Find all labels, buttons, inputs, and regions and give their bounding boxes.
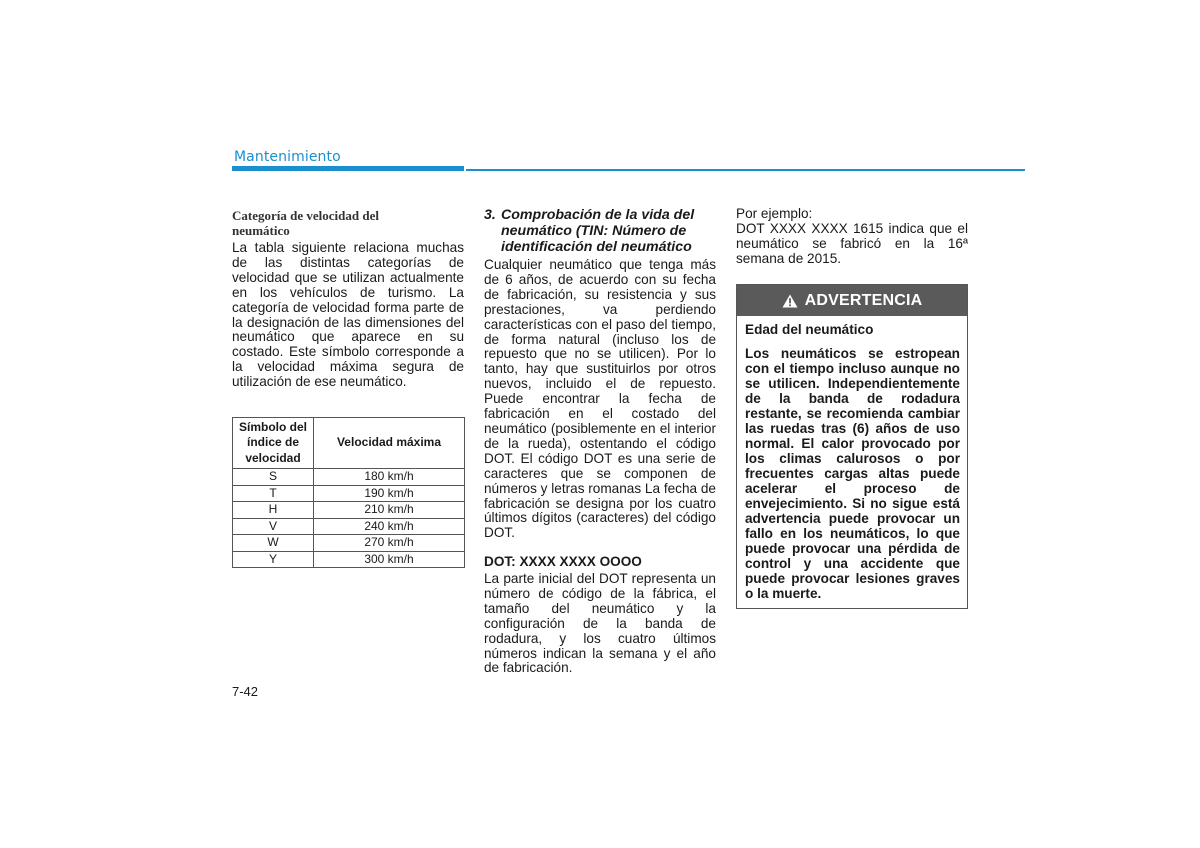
heading-number: 3. <box>484 207 496 223</box>
speed-symbol-cell: T <box>233 485 314 502</box>
speed-symbol-cell: S <box>233 469 314 486</box>
warning-subtitle: Edad del neumático <box>745 322 874 337</box>
table-row <box>233 502 465 519</box>
max-speed-cell: 190 km/h <box>314 485 465 502</box>
warning-box <box>736 284 968 609</box>
max-speed-cell: 300 km/h <box>314 551 465 568</box>
header-rule <box>466 169 1025 171</box>
max-speed-cell: 270 km/h <box>314 535 465 552</box>
dot-code-heading: DOT: XXXX XXXX OOOO <box>484 554 642 569</box>
example-label: Por ejemplo: <box>736 206 813 221</box>
warning-title: ADVERTENCIA <box>804 291 923 309</box>
max-speed-cell: 240 km/h <box>314 518 465 535</box>
table-header-row <box>233 418 465 469</box>
warning-header <box>737 285 967 316</box>
max-speed-cell: 180 km/h <box>314 469 465 486</box>
example-text: DOT XXXX XXXX 1615 indica que el neumático se fabricó en la 16ª semana de 2015. <box>736 220 968 266</box>
speed-symbol-cell: V <box>233 518 314 535</box>
tin-paragraph: Cualquier neumático que tenga más de 6 años, de acuerdo con su fecha de fabricación, su resistencia y sus prestaciones, va perdiendo características con el paso del tiempo, de forma natural (incluso los de repuesto que no se utilicen). Por lo tanto, hay que sustituirlos por otros nuevos, incluido el de repuesto. Puede encontrar la fecha de fabricación en el costado del neumático (posiblemente en el interior de la rueda), ostentando el código DOT. El código DOT es una serie de caracteres que se componen de números y letras romanas La fecha de fabricación se designa por los cuatro últimos dígitos (caracteres) del código DOT. <box>484 257 716 541</box>
example-block <box>736 207 968 267</box>
speed-symbol-cell: Y <box>233 551 314 568</box>
speed-symbol-cell: W <box>233 535 314 552</box>
warning-body: Los neumáticos se estropean con el tiempo incluso aunque no se utilicen. Independientemente de la banda de rodadura restante, se recomienda cambiar las ruedas tras (6) años de uso normal. El calor provocado por los climas calurosos o por frecuentes cargas altas puede acelerar el proceso de envejecimiento. Si no sigue está advertencia puede provocar un fallo en los neumáticos, lo que puede provocar una pérdida de control y una accidente que puede provocar lesiones graves o la muerte. <box>745 346 960 601</box>
max-speed-cell: 210 km/h <box>314 502 465 519</box>
table-row <box>233 551 465 568</box>
header-accent-bar <box>232 166 464 171</box>
page-number: 7-42 <box>232 684 259 699</box>
speed-symbol-header: Símbolo del índice de velocidad <box>233 418 314 469</box>
dot-code-paragraph: La parte inicial del DOT representa un número de código de la fábrica, el tamaño del neumático y la configuración de la banda de rodadura, y los cuatro últimos números indican la semana y el año de fabricación. <box>484 571 716 676</box>
table-row <box>233 518 465 535</box>
table-row <box>233 485 465 502</box>
speed-symbol-cell: H <box>233 502 314 519</box>
speed-category-heading: Categoría de velocidad del neumático <box>232 208 379 238</box>
warning-triangle-icon <box>782 294 798 308</box>
table-row <box>233 469 465 486</box>
speed-rating-table <box>232 417 465 568</box>
section-title: Mantenimiento <box>234 149 341 165</box>
table-row <box>233 535 465 552</box>
heading-text: Comprobación de la vida del neumático (TIN: Número de identificación del neumático <box>501 207 695 255</box>
tin-check-heading <box>484 207 716 255</box>
speed-category-paragraph: La tabla siguiente relaciona muchas de las distintas categorías de velocidad que se utilizan actualmente en los vehículos de turismo. La categoría de velocidad forma parte de la designación de las dimensiones del neumático que aparece en su costado. Este símbolo corresponde a la velocidad máxima segura de utilización de ese neumático. <box>232 240 464 390</box>
max-speed-header: Velocidad máxima <box>314 418 465 469</box>
